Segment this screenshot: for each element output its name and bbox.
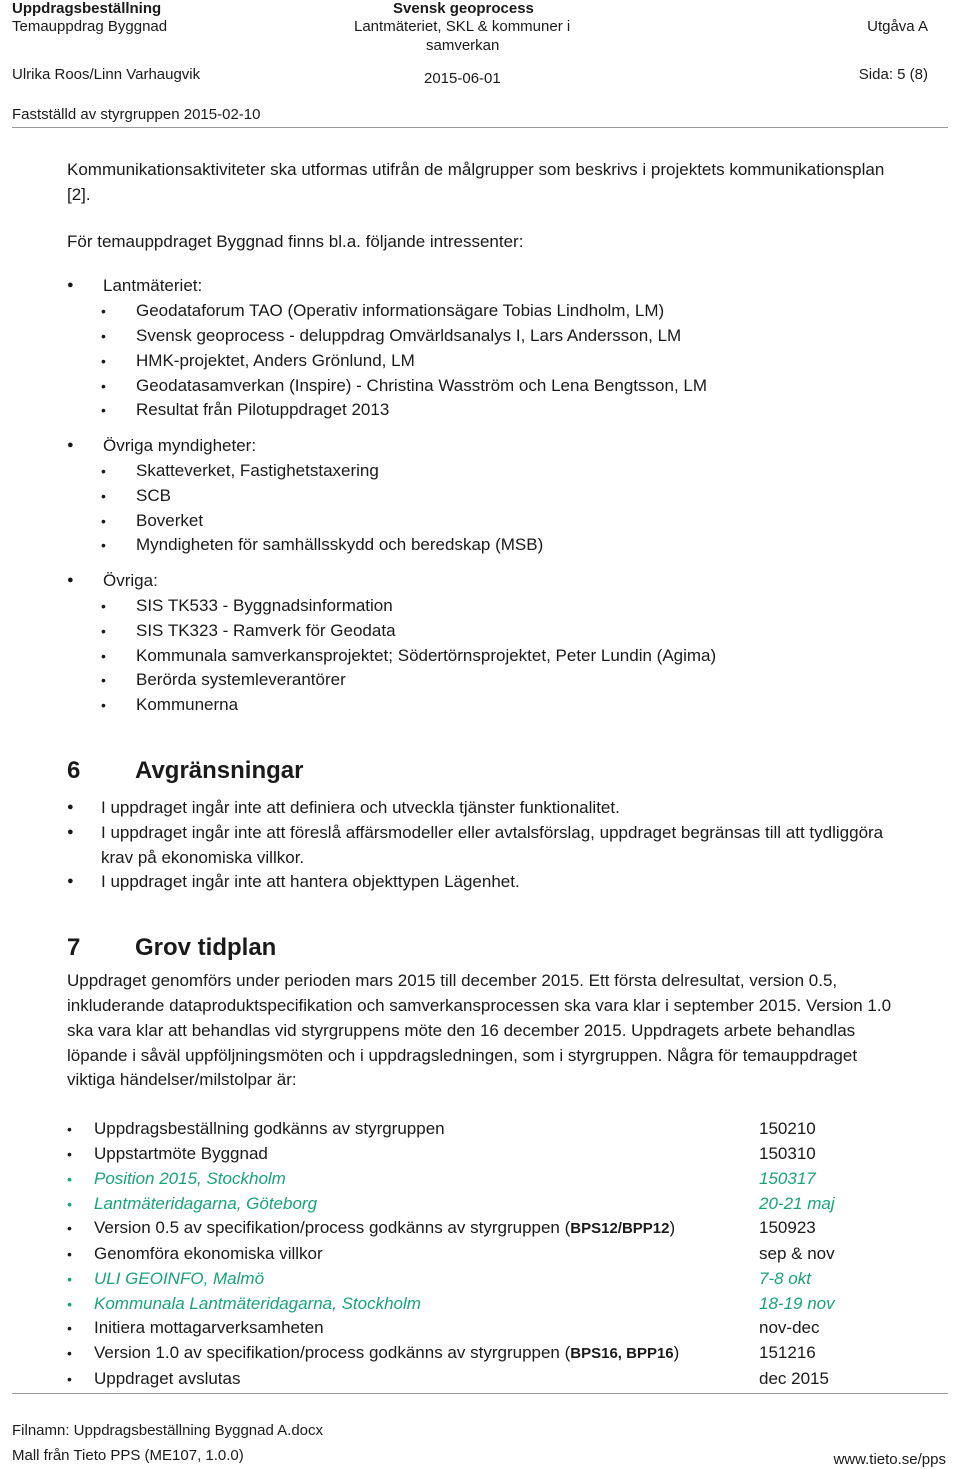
footer-url: www.tieto.se/pps — [833, 1451, 946, 1468]
stakeholder-group — [67, 274, 907, 423]
milestone-date: 20-21 maj — [759, 1193, 835, 1213]
milestone-event-text: ) — [669, 1218, 676, 1238]
stakeholder-item: • Boverket — [67, 509, 907, 534]
milestone-row — [67, 1341, 907, 1367]
milestone-row — [67, 1316, 907, 1341]
timeplan-paragraph: Uppdraget genomförs under perioden mars 2015 till december 2015. Ett första delresultat, version 0.5, inkluderande dataproduktspecifikation och samverkansprocessen ska vara klar i september 2015. Version 1.0 ska vara klar att behandlas vid styrgruppens möte den 16 december 2015. Uppdragets arbete behandlas löpande i såväl uppföljningsmöten och i uppdragsledningen, som i styrgruppen. Några för temauppdraget viktiga händelser/milstolpar är: — [67, 971, 892, 1090]
stakeholder-item: • Berörda systemleverantörer — [67, 668, 907, 693]
stakeholder-sublist — [103, 459, 907, 558]
milestone-event: • Uppdraget avslutas — [94, 1369, 241, 1389]
stakeholder-item: • Resultat från Pilotuppdraget 2013 — [67, 398, 907, 423]
header-parties-line1: Lantmäteriet, SKL & kommuner i — [354, 18, 571, 35]
milestone-row-highlighted — [67, 1192, 907, 1217]
milestone-date: 150210 — [759, 1119, 816, 1139]
milestone-event-text: Version 1.0 av specifikation/process godkänns av styrgruppen ( — [94, 1343, 571, 1363]
section-number: 6 — [67, 756, 81, 784]
milestone-event — [94, 1216, 759, 1242]
footer-template: Mall från Tieto PPS (ME107, 1.0.0) — [12, 1447, 244, 1464]
stakeholder-item: • Svensk geoprocess - deluppdrag Omvärldsanalys I, Lars Andersson, LM — [67, 324, 907, 349]
stakeholder-item: • Myndigheten för samhällsskydd och beredskap (MSB) — [67, 533, 907, 558]
stakeholder-item: • Geodataforum TAO (Operativ informationsägare Tobias Lindholm, LM) — [67, 299, 907, 324]
milestone-row-highlighted — [67, 1167, 907, 1192]
milestone-date: 18-19 nov — [759, 1293, 835, 1313]
milestone-event — [94, 1341, 759, 1367]
stakeholder-group — [67, 434, 907, 558]
section-7-heading — [67, 933, 907, 963]
stakeholder-item: • Skatteverket, Fastighetstaxering — [67, 459, 907, 484]
milestone-row-highlighted — [67, 1292, 907, 1317]
section-6-heading — [67, 756, 907, 786]
milestone-event: • Genomföra ekonomiska villkor — [94, 1244, 323, 1264]
milestone-date: 151216 — [759, 1343, 816, 1363]
milestone-event-text: Version 0.5 av specifikation/process godkänns av styrgruppen ( — [94, 1218, 571, 1238]
header-date: 2015-06-01 — [424, 70, 501, 87]
milestone-date: 150923 — [759, 1218, 816, 1238]
limitations-list — [67, 796, 907, 895]
milestone-row — [67, 1367, 907, 1392]
section-title: Grov tidplan — [135, 934, 277, 962]
stakeholder-item: • Geodatasamverkan (Inspire) - Christina Wasström och Lena Bengtsson, LM — [67, 374, 907, 399]
stakeholder-list — [67, 274, 907, 718]
milestone-event-text: ) — [673, 1343, 680, 1363]
stakeholder-group — [67, 569, 907, 718]
header-divider — [12, 127, 948, 128]
header-project: Svensk geoprocess — [393, 0, 534, 17]
limitation-item: ● I uppdraget ingår inte att definiera och utveckla tjänster funktionalitet. — [67, 796, 907, 821]
milestone-event: • ULI GEOINFO, Malmö — [94, 1268, 265, 1288]
intro-paragraph-2: För temauppdraget Byggnad finns bl.a. följande intressenter: — [67, 231, 524, 251]
header-page-number: Sida: 5 (8) — [858, 66, 928, 83]
limitation-item: ● I uppdraget ingår inte att hantera objekttypen Lägenhet. — [67, 870, 907, 895]
stakeholder-item: • SCB — [67, 484, 907, 509]
milestone-event: • Uppdragsbeställning godkänns av styrgruppen — [94, 1119, 445, 1139]
stakeholder-group-label: Övriga myndigheter: — [103, 436, 257, 456]
stakeholder-item: • Kommunerna — [67, 693, 907, 718]
milestone-date: 7-8 okt — [759, 1268, 811, 1288]
header-doc-title: Temauppdrag Byggnad — [12, 18, 168, 35]
milestone-date: 150317 — [759, 1168, 816, 1188]
milestone-code: BPS16, BPP16 — [570, 1345, 674, 1363]
milestone-date: 150310 — [759, 1143, 816, 1163]
stakeholder-item: • SIS TK323 - Ramverk för Geodata — [67, 619, 907, 644]
header-edition: Utgåva A — [867, 18, 928, 35]
milestone-event: • Kommunala Lantmäteridagarna, Stockholm — [94, 1293, 421, 1313]
section-number: 7 — [67, 934, 81, 962]
section-title: Avgränsningar — [135, 756, 304, 784]
stakeholder-item: • SIS TK533 - Byggnadsinformation — [67, 594, 907, 619]
stakeholder-sublist — [103, 299, 907, 423]
header-parties-line2: samverkan — [426, 37, 500, 54]
stakeholder-group-label: Övriga: — [103, 571, 158, 591]
footer-divider — [12, 1393, 948, 1394]
milestone-date: dec 2015 — [759, 1369, 829, 1389]
milestone-row — [67, 1117, 907, 1142]
milestone-list — [67, 1117, 907, 1392]
milestone-event: • Lantmäteridagarna, Göteborg — [94, 1193, 318, 1213]
limitation-item: ● I uppdraget ingår inte att föreslå affärsmodeller eller avtalsförslag, uppdraget begränsas till att tydliggöra krav på ekonomiska villkor. — [67, 821, 907, 871]
milestone-date: sep & nov — [759, 1244, 835, 1264]
footer-filename: Filnamn: Uppdragsbeställning Byggnad A.docx — [12, 1422, 324, 1439]
document-body — [67, 158, 907, 1392]
milestone-row — [67, 1242, 907, 1267]
milestone-row — [67, 1142, 907, 1167]
milestone-date: nov-dec — [759, 1318, 820, 1338]
intro-paragraph-1: Kommunikationsaktiviteter ska utformas utifrån de målgrupper som beskrivs i projektets kommunikationsplan [2]. — [67, 160, 885, 204]
milestone-row-highlighted — [67, 1267, 907, 1292]
header-authors: Ulrika Roos/Linn Varhaugvik — [12, 66, 201, 83]
stakeholder-group-label: Lantmäteriet: — [103, 276, 203, 296]
milestone-event: • Position 2015, Stockholm — [94, 1168, 286, 1188]
milestone-event: • Initiera mottagarverksamheten — [94, 1318, 324, 1338]
header-approved: Fastställd av styrgruppen 2015-02-10 — [12, 106, 261, 123]
header-doc-type: Uppdragsbeställning — [12, 0, 162, 17]
milestone-row — [67, 1216, 907, 1242]
stakeholder-sublist — [103, 594, 907, 718]
milestone-code: BPS12/BPP12 — [570, 1220, 670, 1238]
stakeholder-item: • HMK-projektet, Anders Grönlund, LM — [67, 349, 907, 374]
milestone-event: • Uppstartmöte Byggnad — [94, 1143, 268, 1163]
stakeholder-item: • Kommunala samverkansprojektet; Södertörnsprojektet, Peter Lundin (Agima) — [67, 644, 907, 669]
